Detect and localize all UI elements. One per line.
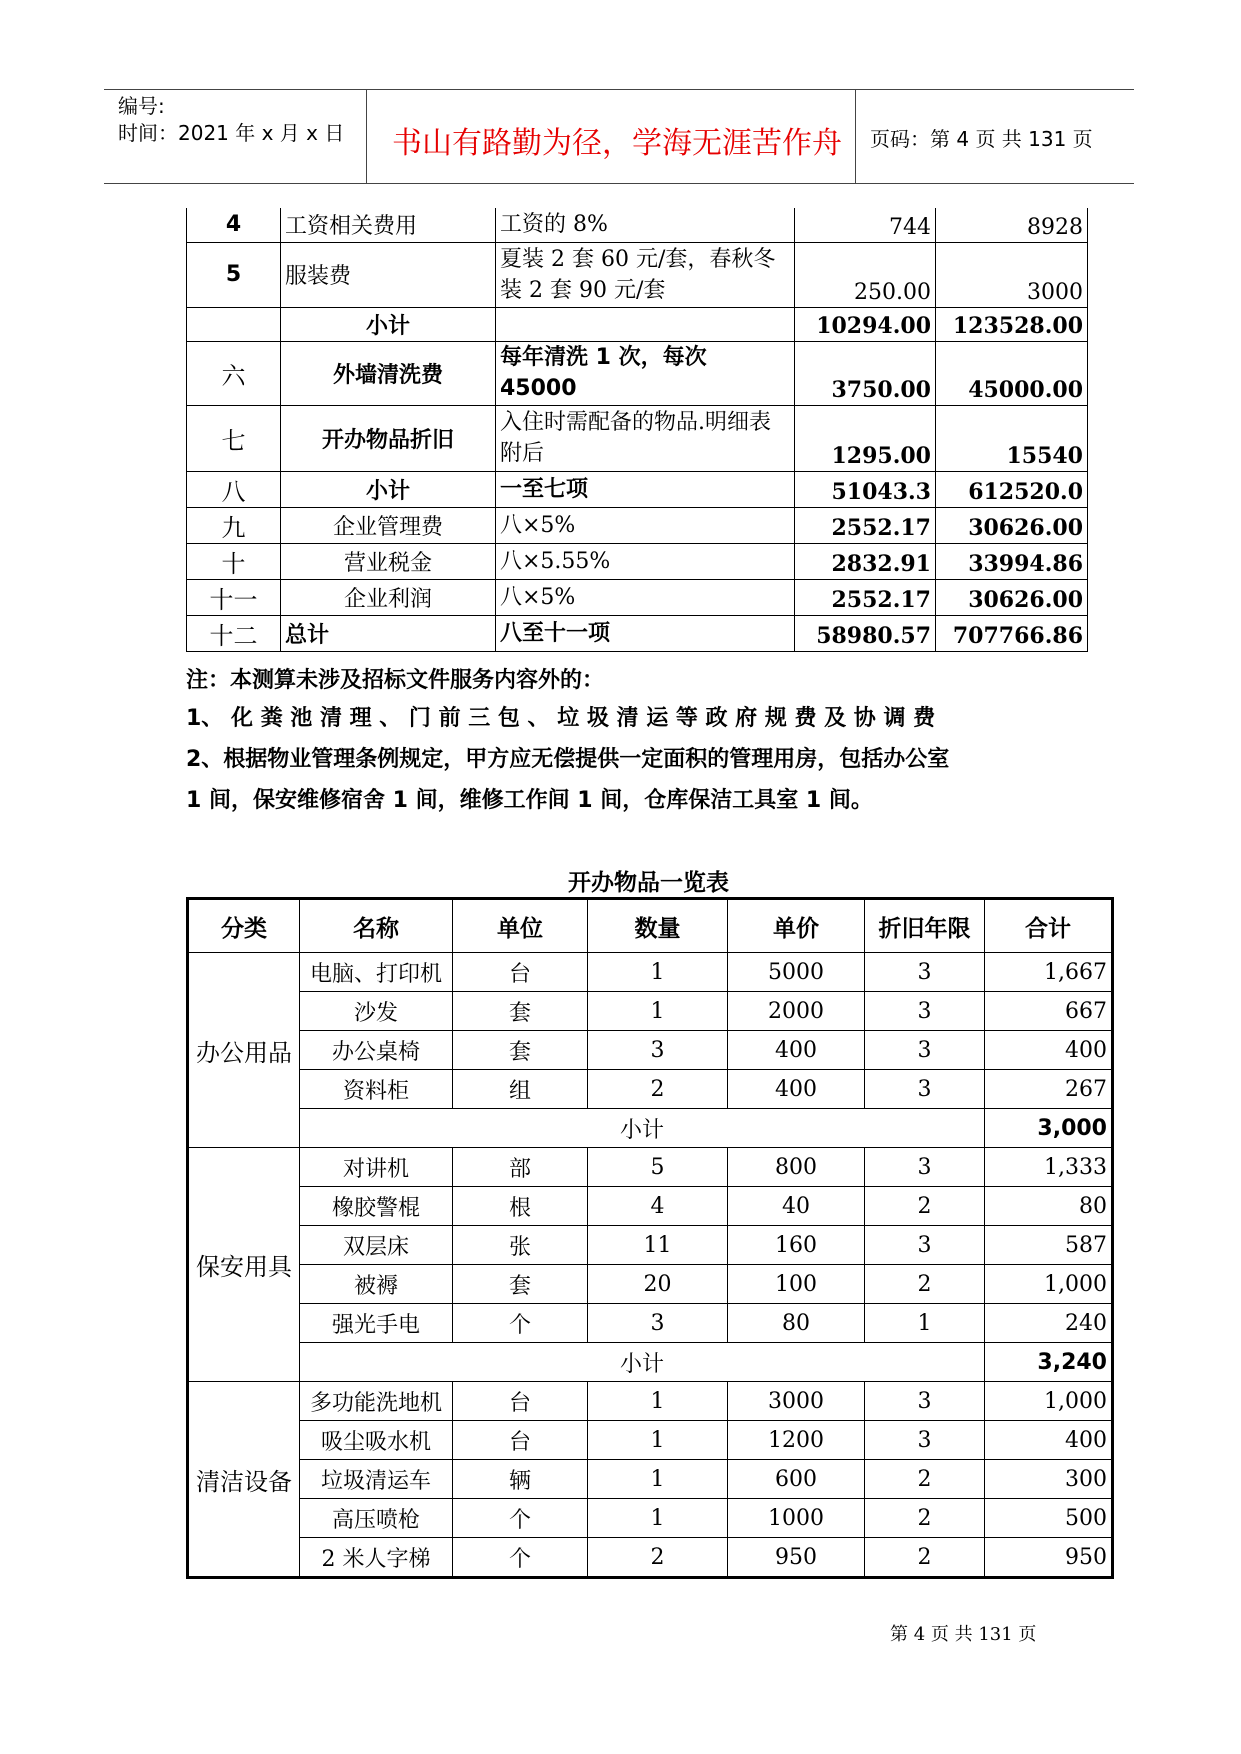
item-qty: 1	[588, 1460, 728, 1499]
item-total: 267	[985, 1070, 1113, 1109]
note-line-3: 1 间，保安维修宿舍 1 间，维修工作间 1 间，仓库保洁工具室 1 间。	[186, 788, 873, 813]
item-name: 吸尘吸水机	[300, 1421, 453, 1460]
item-total: 950	[985, 1538, 1113, 1578]
item-price: 5000	[728, 953, 865, 992]
page-footer: 第 4 页 共 131 页	[890, 1624, 1037, 1645]
cost-basis: 每年清洗 1 次，每次 45000	[496, 341, 795, 405]
table-row	[187, 341, 1088, 405]
cost-annual: 8928	[936, 208, 1088, 242]
table-row	[187, 543, 1088, 579]
cost-name: 服装费	[281, 242, 496, 307]
cost-no: 4	[187, 208, 281, 242]
item-unit: 套	[453, 1265, 588, 1304]
table-row	[188, 992, 1113, 1031]
header-bottom-rule	[104, 183, 1134, 184]
col-header-years: 折旧年限	[865, 899, 985, 953]
item-price: 400	[728, 1070, 865, 1109]
item-qty: 11	[588, 1226, 728, 1265]
item-unit: 组	[453, 1070, 588, 1109]
cost-annual: 33994.86	[936, 543, 1088, 579]
cost-basis: 八至十一项	[496, 615, 795, 651]
cost-basis: 八×5%	[496, 507, 795, 543]
subtotal-row	[188, 1109, 1113, 1148]
table-row	[187, 471, 1088, 507]
table-row	[188, 1070, 1113, 1109]
table-row	[188, 1499, 1113, 1538]
table-row	[187, 615, 1088, 651]
item-qty: 4	[588, 1187, 728, 1226]
cost-basis: 入住时需配备的物品.明细表附后	[496, 405, 795, 471]
cost-no: 十一	[187, 579, 281, 615]
cost-no: 5	[187, 242, 281, 307]
header-motto: 书山有路勤为径，学海无涯苦作舟	[392, 126, 842, 161]
item-total: 400	[985, 1421, 1113, 1460]
cost-name: 小计	[281, 307, 496, 341]
item-years: 3	[865, 1031, 985, 1070]
item-total: 500	[985, 1499, 1113, 1538]
item-unit: 部	[453, 1148, 588, 1187]
item-qty: 2	[588, 1070, 728, 1109]
cost-monthly: 2832.91	[795, 543, 936, 579]
subtotal-label: 小计	[300, 1343, 985, 1382]
cost-name: 开办物品折旧	[281, 405, 496, 471]
cost-name: 小计	[281, 471, 496, 507]
cost-no: 八	[187, 471, 281, 507]
cost-basis	[496, 307, 795, 341]
header-page-number: 页码：第 4 页 共 131 页	[870, 127, 1093, 151]
cost-no: 六	[187, 341, 281, 405]
header-serial: 编号:	[118, 94, 165, 118]
item-name: 被褥	[300, 1265, 453, 1304]
cost-basis: 夏装 2 套 60 元/套，春秋冬装 2 套 90 元/套	[496, 242, 795, 307]
table-row	[188, 1226, 1113, 1265]
cost-no: 十	[187, 543, 281, 579]
item-name: 橡胶警棍	[300, 1187, 453, 1226]
item-years: 2	[865, 1538, 985, 1578]
cost-no: 七	[187, 405, 281, 471]
cost-monthly: 250.00	[795, 242, 936, 307]
item-price: 160	[728, 1226, 865, 1265]
item-qty: 1	[588, 953, 728, 992]
note-line-2: 2、根据物业管理条例规定，甲方应无偿提供一定面积的管理用房，包括办公室	[186, 747, 950, 772]
cost-monthly: 2552.17	[795, 579, 936, 615]
col-header-unit: 单位	[453, 899, 588, 953]
cost-basis: 八×5.55%	[496, 543, 795, 579]
item-name: 资料柜	[300, 1070, 453, 1109]
cost-annual: 612520.0	[936, 471, 1088, 507]
table-row	[187, 242, 1088, 307]
cost-name: 总计	[281, 615, 496, 651]
item-price: 400	[728, 1031, 865, 1070]
item-unit: 台	[453, 953, 588, 992]
item-years: 3	[865, 992, 985, 1031]
item-unit: 根	[453, 1187, 588, 1226]
item-name: 电脑、打印机	[300, 953, 453, 992]
table-row	[188, 1031, 1113, 1070]
item-price: 1200	[728, 1421, 865, 1460]
item-unit: 台	[453, 1421, 588, 1460]
item-unit: 套	[453, 992, 588, 1031]
cost-annual: 707766.86	[936, 615, 1088, 651]
subtotal-value: 3,000	[985, 1109, 1113, 1148]
cost-table	[186, 208, 1088, 652]
item-name: 垃圾清运车	[300, 1460, 453, 1499]
item-qty: 1	[588, 1421, 728, 1460]
item-price: 1000	[728, 1499, 865, 1538]
item-years: 3	[865, 1421, 985, 1460]
col-header-name: 名称	[300, 899, 453, 953]
header-divider-left	[366, 90, 367, 183]
table-row	[188, 1538, 1113, 1578]
cost-name: 外墙清洗费	[281, 341, 496, 405]
item-years: 1	[865, 1304, 985, 1343]
item-total: 240	[985, 1304, 1113, 1343]
cost-monthly: 51043.3	[795, 471, 936, 507]
item-price: 3000	[728, 1382, 865, 1421]
item-unit: 辆	[453, 1460, 588, 1499]
table-row	[187, 579, 1088, 615]
col-header-total: 合计	[985, 899, 1113, 953]
category-cell: 保安用具	[188, 1148, 300, 1382]
item-name: 办公桌椅	[300, 1031, 453, 1070]
item-years: 3	[865, 953, 985, 992]
item-price: 2000	[728, 992, 865, 1031]
item-qty: 5	[588, 1148, 728, 1187]
category-cell: 办公用品	[188, 953, 300, 1148]
item-total: 1,667	[985, 953, 1113, 992]
note-title: 注：本测算未涉及招标文件服务内容外的：	[186, 668, 605, 693]
item-unit: 张	[453, 1226, 588, 1265]
item-name: 沙发	[300, 992, 453, 1031]
item-price: 600	[728, 1460, 865, 1499]
col-header-category: 分类	[188, 899, 300, 953]
item-years: 3	[865, 1382, 985, 1421]
item-unit: 个	[453, 1499, 588, 1538]
cost-monthly: 744	[795, 208, 936, 242]
items-table	[186, 897, 1114, 1579]
item-name: 强光手电	[300, 1304, 453, 1343]
item-unit: 个	[453, 1538, 588, 1578]
item-total: 80	[985, 1187, 1113, 1226]
items-table-title: 开办物品一览表	[568, 870, 729, 896]
cost-monthly: 3750.00	[795, 341, 936, 405]
item-total: 300	[985, 1460, 1113, 1499]
item-years: 2	[865, 1460, 985, 1499]
table-row	[188, 1421, 1113, 1460]
item-total: 587	[985, 1226, 1113, 1265]
table-row	[187, 208, 1088, 242]
subtotal-value: 3,240	[985, 1343, 1113, 1382]
item-years: 3	[865, 1070, 985, 1109]
item-price: 950	[728, 1538, 865, 1578]
subtotal-row	[188, 1343, 1113, 1382]
item-total: 667	[985, 992, 1113, 1031]
note-line-1: 1、 化 粪 池 清 理 、 门 前 三 包 、 垃 圾 清 运 等 政 府 规 费 及 协 调 费	[186, 706, 936, 731]
table-row	[187, 507, 1088, 543]
cost-basis: 八×5%	[496, 579, 795, 615]
table-header-row	[188, 899, 1113, 953]
item-qty: 20	[588, 1265, 728, 1304]
subtotal-label: 小计	[300, 1109, 985, 1148]
item-qty: 3	[588, 1304, 728, 1343]
item-name: 双层床	[300, 1226, 453, 1265]
cost-no: 九	[187, 507, 281, 543]
item-name: 高压喷枪	[300, 1499, 453, 1538]
cost-annual: 15540	[936, 405, 1088, 471]
item-price: 800	[728, 1148, 865, 1187]
cost-annual: 3000	[936, 242, 1088, 307]
item-unit: 台	[453, 1382, 588, 1421]
col-header-qty: 数量	[588, 899, 728, 953]
cost-name: 工资相关费用	[281, 208, 496, 242]
cost-name: 企业管理费	[281, 507, 496, 543]
item-qty: 1	[588, 1382, 728, 1421]
cost-basis: 工资的 8%	[496, 208, 795, 242]
table-row	[188, 1187, 1113, 1226]
item-qty: 2	[588, 1538, 728, 1578]
table-row	[188, 1304, 1113, 1343]
cost-no	[187, 307, 281, 341]
item-years: 3	[865, 1226, 985, 1265]
item-qty: 3	[588, 1031, 728, 1070]
cost-annual: 123528.00	[936, 307, 1088, 341]
item-unit: 套	[453, 1031, 588, 1070]
item-total: 400	[985, 1031, 1113, 1070]
cost-annual: 30626.00	[936, 579, 1088, 615]
table-row	[188, 1148, 1113, 1187]
col-header-price: 单价	[728, 899, 865, 953]
table-row	[187, 307, 1088, 341]
cost-annual: 30626.00	[936, 507, 1088, 543]
header-time: 时间：2021 年 x 月 x 日	[118, 121, 345, 145]
table-row	[188, 953, 1113, 992]
table-row	[188, 1460, 1113, 1499]
cost-monthly: 2552.17	[795, 507, 936, 543]
item-name: 多功能洗地机	[300, 1382, 453, 1421]
cost-annual: 45000.00	[936, 341, 1088, 405]
cost-monthly: 58980.57	[795, 615, 936, 651]
item-price: 40	[728, 1187, 865, 1226]
item-unit: 个	[453, 1304, 588, 1343]
cost-no: 十二	[187, 615, 281, 651]
item-total: 1,333	[985, 1148, 1113, 1187]
item-qty: 1	[588, 992, 728, 1031]
cost-basis: 一至七项	[496, 471, 795, 507]
category-cell: 清洁设备	[188, 1382, 300, 1578]
cost-name: 企业利润	[281, 579, 496, 615]
header-top-rule	[104, 89, 1134, 90]
item-years: 2	[865, 1499, 985, 1538]
item-total: 1,000	[985, 1382, 1113, 1421]
item-years: 2	[865, 1187, 985, 1226]
item-price: 100	[728, 1265, 865, 1304]
item-name: 2 米人字梯	[300, 1538, 453, 1578]
table-row	[187, 405, 1088, 471]
table-row	[188, 1265, 1113, 1304]
item-qty: 1	[588, 1499, 728, 1538]
cost-monthly: 1295.00	[795, 405, 936, 471]
table-row	[188, 1382, 1113, 1421]
item-price: 80	[728, 1304, 865, 1343]
item-name: 对讲机	[300, 1148, 453, 1187]
item-years: 3	[865, 1148, 985, 1187]
cost-name: 营业税金	[281, 543, 496, 579]
item-years: 2	[865, 1265, 985, 1304]
cost-monthly: 10294.00	[795, 307, 936, 341]
item-total: 1,000	[985, 1265, 1113, 1304]
header-divider-right	[855, 90, 856, 183]
